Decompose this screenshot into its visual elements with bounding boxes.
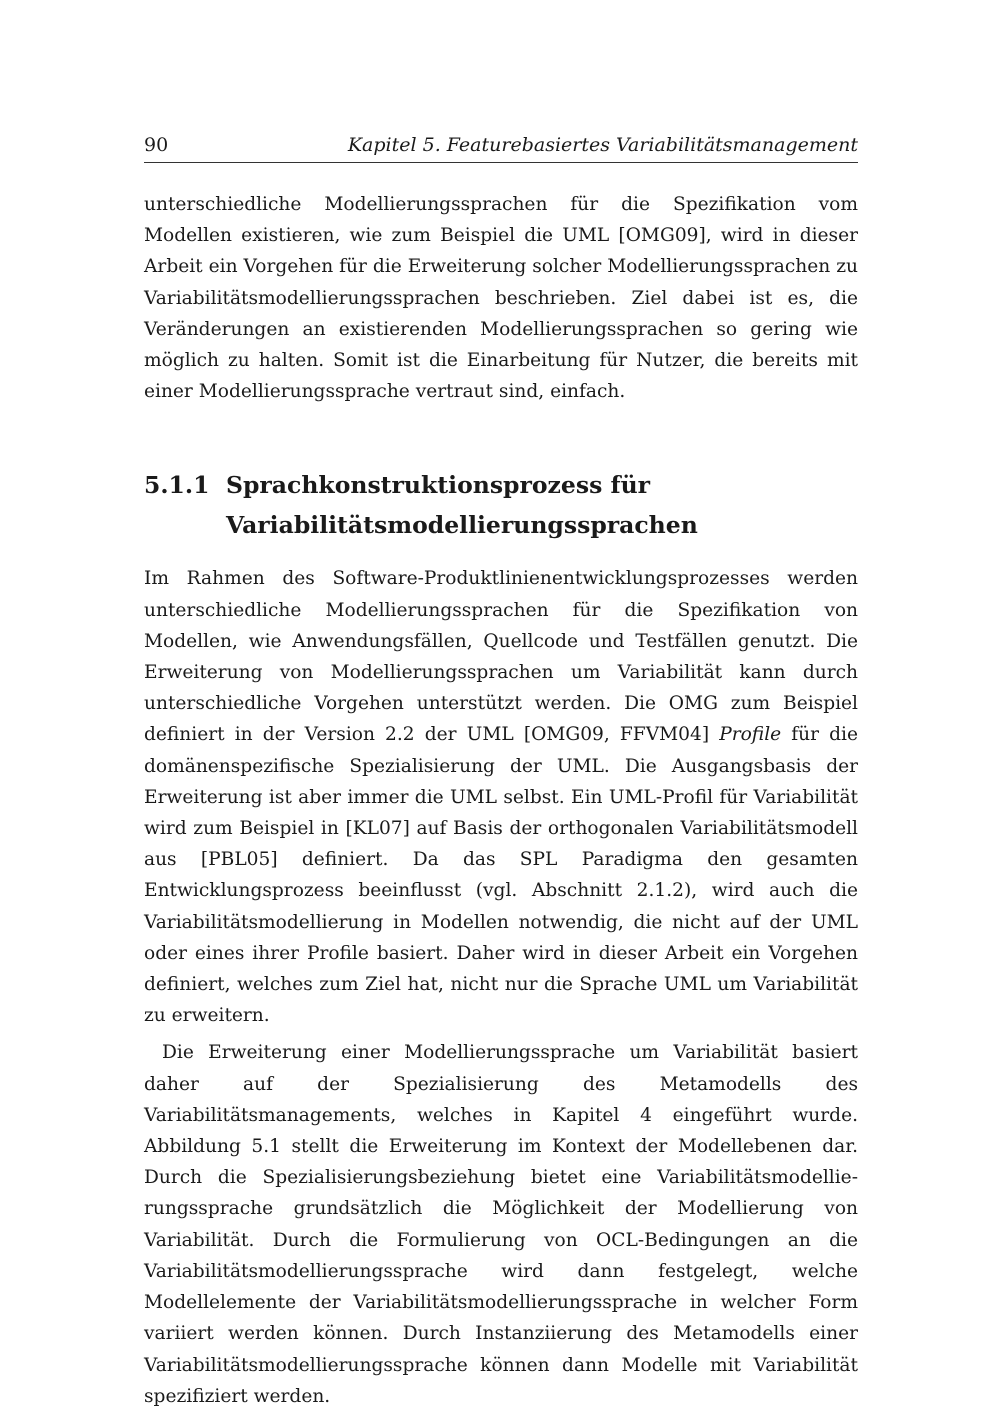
paragraph-1-text-a: Im Rahmen des Software-Produktlinienentwicklungsprozesses werden unterschiedliche Modellierungssprachen für die Spezifikation von Modellen, wie Anwendungsfällen, Quellcode und Testfällen genutzt. Die Erweiterung von Modellierungssprachen um Variabilität kann durch unterschiedliche Vorgehen unterstützt werden. Die OMG zum Beispiel definiert in der Version 2.2 der UML [OMG09, FFVM04] (144, 568, 858, 746)
body-paragraph-1 (144, 563, 858, 1031)
section-heading (144, 465, 858, 545)
document-page (144, 128, 858, 1412)
section-number: 5.1.1 (144, 471, 210, 500)
chapter-title: Kapitel 5. Featurebasiertes Variabilitätsmanagement (347, 134, 858, 156)
section-title: Sprachkonstruktionsprozess für Variabilitätsmodellierungssprachen (226, 471, 698, 540)
paragraph-1-text-b: für die domänenspezifische Spezialisierung der UML. Die Ausgangsbasis der Erweiterung ist aber immer die UML selbst. Ein UML-Profil für Variabilität wird zum Beispiel in [KL07] auf Basis der orthogonalen Variabilitätsmodell aus [PBL05] definiert. Da das SPL Paradigma den gesamten Entwicklungsprozess beeinflusst (vgl. Abschnitt 2.1.2), wird auch die Variabilitätsmodellierung in Modellen notwendig, die nicht auf der UML oder eines ihrer Profile basiert. Daher wird in dieser Arbeit ein Vorgehen definiert, welches zum Ziel hat, nicht nur die Sprache UML um Variabilität zu erweitern. (144, 724, 859, 1027)
running-header (144, 128, 858, 163)
body-paragraph-2: Die Erweiterung einer Modellierungssprache um Variabilität basiert daher auf der Spezialisierung des Metamodells des Variabilitätsmanagements, welches in Kapitel 4 eingeführt wurde. Abbildung 5.1 stellt die Erweiterung im Kontext der Modellebenen dar. Durch die Spezialisierungsbeziehung bietet eine Variabilitätsmodellierungssprache grundsätzlich die Möglichkeit der Modellierung von Variabilität. Durch die Formulierung von OCL-Bedingungen an die Variabilitätsmodellierungssprache wird dann festgelegt, welche Modellelemente der Variabilitätsmodellierungssprache in welcher Form variiert werden können. Durch Instanziierung des Metamodells einer Variabilitätsmodellierungssprache können dann Modelle mit Variabilität spezifiziert werden. (144, 1042, 858, 1407)
intro-paragraph: unterschiedliche Modellierungssprachen für die Spezifikation vom Modellen existieren, wie zum Beispiel die UML [OMG09], wird in dieser Arbeit ein Vorgehen für die Erweiterung solcher Modellierungssprachen zu Variabilitätsmodellierungssprachen beschrieben. Ziel dabei ist es, die Veränderungen an existierenden Modellierungssprachen so gering wie möglich zu halten. Somit ist die Einarbeitung für Nutzer, die bereits mit einer Modellierungssprache vertraut sind, einfach. (144, 194, 858, 403)
page-number: 90 (144, 134, 169, 156)
profile-term: Profile (719, 724, 782, 746)
